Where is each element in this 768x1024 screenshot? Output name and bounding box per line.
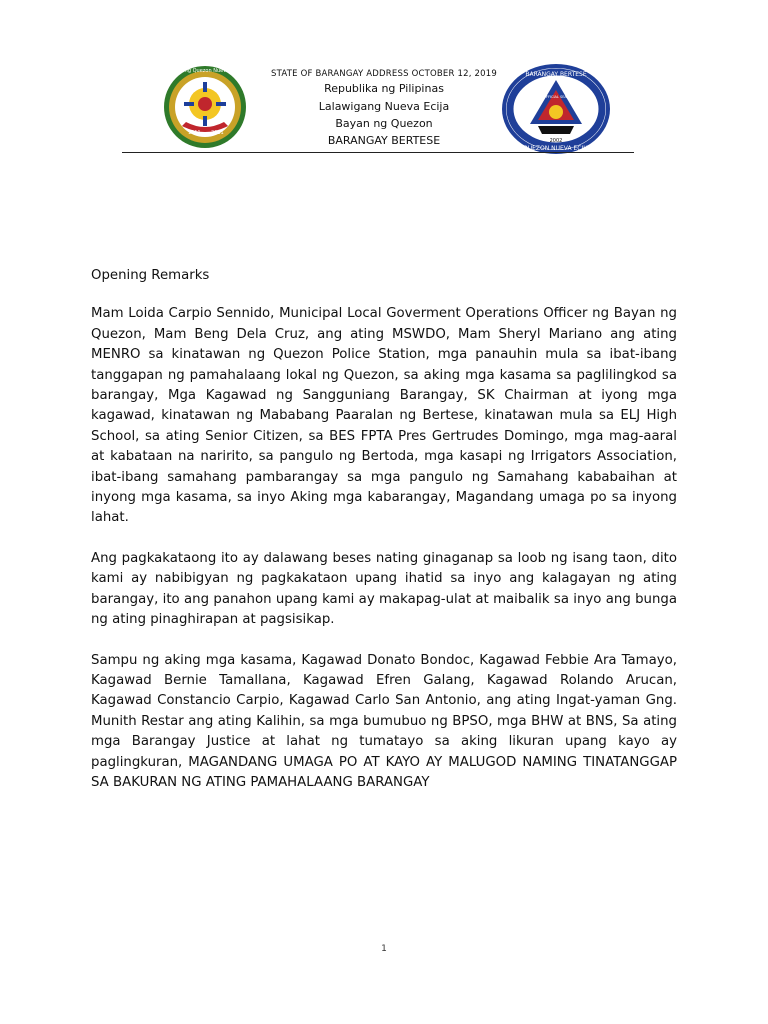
- address-title: STATE OF BARANGAY ADDRESS OCTOBER 12, 2019: [271, 69, 497, 79]
- paragraph: Ang pagkakataong ito ay dalawang beses nating ginaganap sa loob ng isang taon, dito kami ay nabibigyan ng pagkakataon upang ihatid sa inyo ang kalagayan ng ating barangay, ito ang panahon upang kami ay makapag-ulat at maibalik sa inyo ang bunga ng ating pinaghirapan at pagsisikap.: [91, 550, 677, 628]
- quezon-municipal-seal-icon: [162, 64, 248, 150]
- header-divider: [122, 152, 634, 153]
- letterhead: [0, 0, 768, 160]
- page-number: 1: [381, 944, 387, 954]
- barangay-bertese-seal-icon: [500, 62, 612, 156]
- seal-name: BARANGAY BERTESE: [525, 71, 587, 78]
- document-body: [91, 266, 677, 813]
- header-line-municipality: Bayan ng Quezon: [335, 117, 433, 130]
- seal-year: 2002: [549, 138, 563, 144]
- section-heading: Opening Remarks: [91, 268, 210, 283]
- seal-text: Bayan ng Quezon Nueva Ecija: [167, 68, 243, 74]
- header-line-republic: Republika ng Pilipinas: [324, 82, 444, 95]
- paragraph: Mam Loida Carpio Sennido, Municipal Local Goverment Operations Officer ng Bayan ng Quezon, Mam Beng Dela Cruz, ang ating MSWDO, Mam Sheryl Mariano ang ating MENRO sa kinatawan ng Quezon Police Station, mga panauhin mula sa ibat-ibang tanggapan ng pamahalaang lokal ng Quezon, sa aking mga kasama sa paglilingkod sa barangay, Mga Kagawad ng Sangguniang Barangay, SK Chairman at iyong mga kagawad, kinatawan ng Mababang Paaralan ng Bertese, kinatawan mula sa ELJ High School, sa ating Senior Citizen, sa BES FPTA Pres Gertrudes Domingo, mga mag-aaral at kabataan na naririto, sa pangulo ng Bertoda, mga kasapi ng Irrigators Association, ibat-ibang samahang pambarangay sa mga pangulo ng Samahang kababaihan at inyong mga kasama, sa inyo Aking mga kabarangay, Magandang umaga po sa inyong lahat.: [91, 306, 677, 526]
- paragraph: Sampu ng aking mga kasama, Kagawad Donato Bondoc, Kagawad Febbie Ara Tamayo, Kagawad Bernie Tamallana, Kagawad Efren Galang, Kagawad Rolando Arucan, Kagawad Constancio Carpio, Kagawad Carlo San Antonio, ang ating Ingat-yaman Gng. Munith Restar ang ating Kalihin, sa mga bumubuo ng BPSO, mga BHW at BNS, Sa ating mga Barangay Justice at lahat ng tumatayo sa aking likuran upang kayo ay paglingkuran, MAGANDANG UMAGA PO AT KAYO AY MALUGOD NAMING TINATANGGAP SA BAKURAN NG ATING PAMAHALAANG BARANGAY: [91, 652, 677, 790]
- seal-year-right: 2011: [211, 130, 224, 136]
- seal-inner-text: OFFICIAL SEAL: [543, 95, 569, 99]
- header-line-province: Lalawigang Nueva Ecija: [318, 100, 450, 113]
- seal-year-left: 1911: [188, 130, 201, 136]
- seal-location: QUEZON NUEVA ECIJA: [522, 145, 590, 152]
- header-line-barangay: BARANGAY BERTESE: [327, 134, 441, 147]
